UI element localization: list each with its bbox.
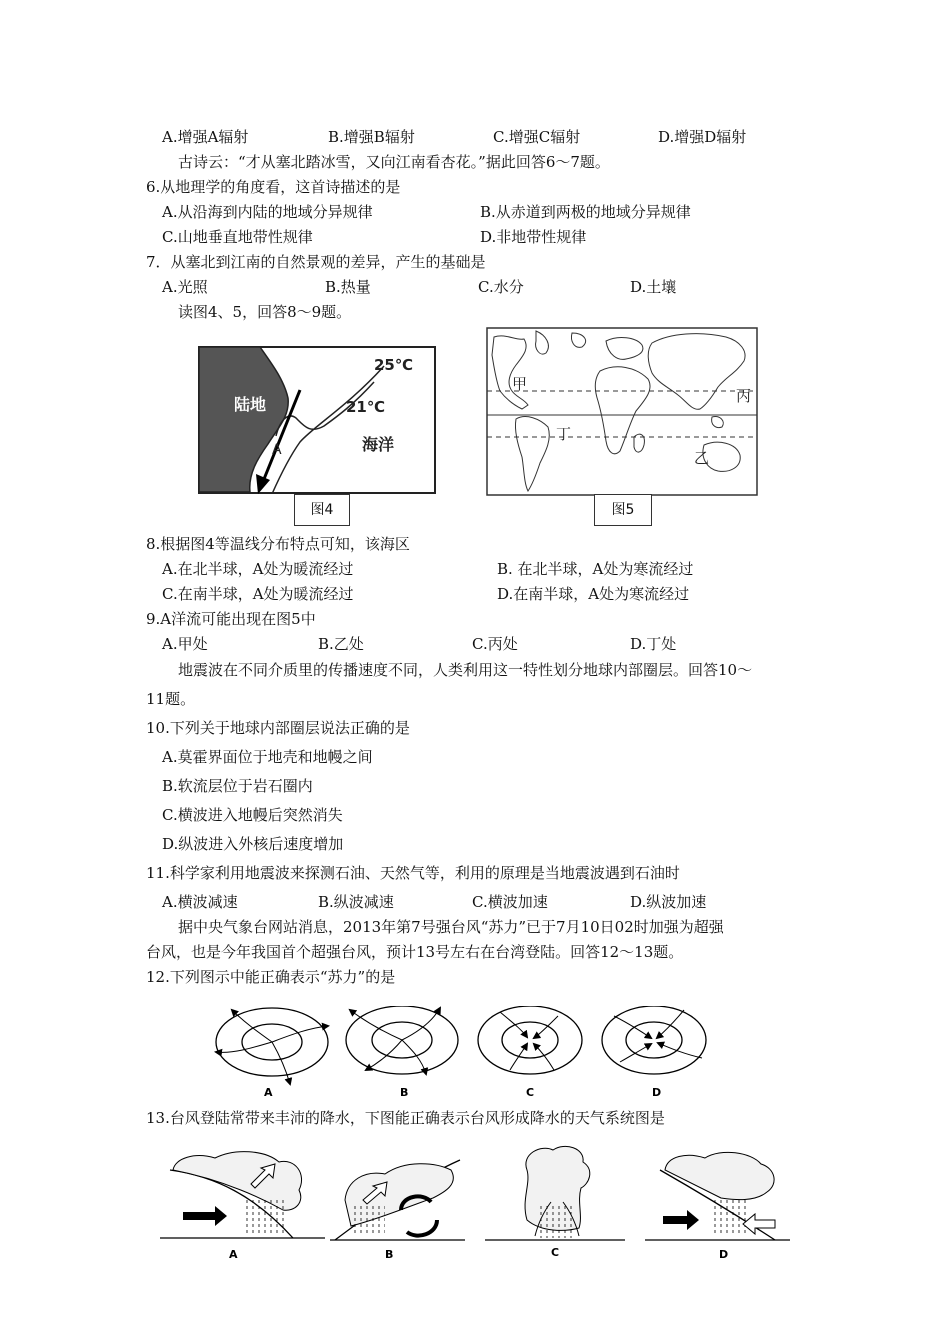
q7-option-d: D.土壤 <box>630 278 677 296</box>
fig5-label-jia: 甲 <box>512 375 528 393</box>
q11-option-c: C.横波加速 <box>472 893 548 911</box>
q9-option-b: B.乙处 <box>318 635 364 653</box>
q9-option-d: D.丁处 <box>630 635 677 653</box>
q7-option-c: C.水分 <box>478 278 524 296</box>
q11-option-d: D.纵波加速 <box>630 893 707 911</box>
figures-intro: 读图4、5，回答8～9题。 <box>178 303 352 321</box>
figure-4-caption: 图4 <box>294 494 350 526</box>
q11-option-a: A.横波减速 <box>162 893 238 911</box>
q6-stem: 6.从地理学的角度看，这首诗描述的是 <box>146 178 401 196</box>
q13-label-c: C <box>551 1246 560 1259</box>
poem-intro: 古诗云：“才从塞北踏冰雪，又向江南看杏花。”据此回答6～7题。 <box>178 153 610 171</box>
q5-option-d: D.增强D辐射 <box>658 128 747 146</box>
q12-diagram-c <box>478 1006 582 1074</box>
q8-option-c: C.在南半球，A处为暖流经过 <box>162 585 354 603</box>
q9-option-c: C.丙处 <box>472 635 518 653</box>
q13-label-d: D <box>719 1248 729 1261</box>
q8-option-a: A.在北半球，A处为暖流经过 <box>162 560 354 578</box>
q13-diagram-d <box>645 1152 790 1240</box>
q5-option-a: A.增强A辐射 <box>162 128 249 146</box>
q6-option-b: B.从赤道到两极的地域分异规律 <box>480 203 691 221</box>
q7-option-a: A.光照 <box>162 278 208 296</box>
q7-stem: 7．从塞北到江南的自然景观的差异，产生的基础是 <box>146 253 486 271</box>
q8-option-d: D.在南半球，A处为寒流经过 <box>497 585 690 603</box>
q6-option-c: C.山地垂直地带性规律 <box>162 228 313 246</box>
q10-option-c: C.横波进入地幔后突然消失 <box>162 806 343 824</box>
q8-stem: 8.根据图4等温线分布特点可知，该海区 <box>146 535 410 553</box>
q9-option-a: A.甲处 <box>162 635 208 653</box>
typhoon-intro-line-2: 台风，也是今年我国首个超强台风，预计13号左右在台湾登陆。回答12～13题。 <box>146 943 684 961</box>
figure-5-world-map <box>486 327 758 496</box>
q12-label-a: A <box>264 1086 273 1098</box>
q13-label-a: A <box>229 1248 238 1261</box>
fig4-ocean-label: 海洋 <box>362 435 395 454</box>
q12-pressure-diagrams <box>212 1006 712 1098</box>
q10-option-d: D.纵波进入外核后速度增加 <box>162 835 344 853</box>
q12-label-c: C <box>526 1086 535 1098</box>
fig4-isotherm-25: 25℃ <box>374 356 414 374</box>
q8-option-b: B. 在北半球，A处为寒流经过 <box>497 560 694 578</box>
q12-stem: 12.下列图示中能正确表示“苏力”的是 <box>146 968 396 986</box>
q13-diagram-a <box>160 1152 325 1238</box>
q10-option-b: B.软流层位于岩石圈内 <box>162 777 313 795</box>
q11-option-b: B.纵波减速 <box>318 893 394 911</box>
q5-option-b: B.增强B辐射 <box>328 128 415 146</box>
q10-option-a: A.莫霍界面位于地壳和地幔之间 <box>162 748 373 766</box>
fig4-isotherm-21: 21℃ <box>346 398 386 416</box>
q13-label-b: B <box>385 1248 394 1261</box>
q13-weather-system-diagrams <box>155 1140 795 1264</box>
quake-intro-line-1: 地震波在不同介质里的传播速度不同，人类利用这一特性划分地球内部圈层。回答10～ <box>178 661 753 679</box>
figure-4-isotherm-map <box>198 346 436 494</box>
q6-option-a: A.从沿海到内陆的地域分异规律 <box>162 203 373 221</box>
q9-stem: 9.A洋流可能出现在图5中 <box>146 610 316 628</box>
q7-option-b: B.热量 <box>325 278 371 296</box>
fig5-label-yi: 乙 <box>694 449 710 467</box>
fig5-label-bing: 丙 <box>736 387 752 405</box>
fig5-label-ding: 丁 <box>556 425 572 443</box>
fig4-current-label: A <box>272 442 282 458</box>
q13-diagram-b <box>330 1160 465 1240</box>
q12-diagram-b <box>346 1006 458 1074</box>
q5-option-c: C.增强C辐射 <box>493 128 581 146</box>
q12-diagram-a <box>216 1008 328 1084</box>
figure-5-caption: 图5 <box>594 494 652 526</box>
q13-diagram-c <box>485 1146 625 1240</box>
fig4-land-label: 陆地 <box>234 395 267 414</box>
quake-intro-line-2: 11题。 <box>146 690 196 708</box>
q10-stem: 10.下列关于地球内部圈层说法正确的是 <box>146 719 410 737</box>
q13-stem: 13.台风登陆常带来丰沛的降水，下图能正确表示台风形成降水的天气系统图是 <box>146 1109 665 1127</box>
q12-label-b: B <box>400 1086 409 1098</box>
q12-diagram-d <box>602 1006 706 1074</box>
q12-label-d: D <box>652 1086 662 1098</box>
typhoon-intro-line-1: 据中央气象台网站消息，2013年第7号强台风“苏力”已于7月10日02时加强为超强 <box>178 918 724 936</box>
q11-stem: 11.科学家利用地震波来探测石油、天然气等，利用的原理是当地震波遇到石油时 <box>146 864 680 882</box>
q6-option-d: D.非地带性规律 <box>480 228 587 246</box>
